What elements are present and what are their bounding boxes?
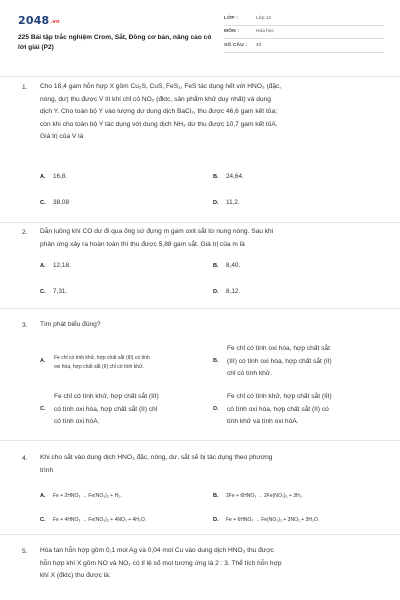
option-letter: C. [40, 200, 46, 206]
option-letter: C. [40, 406, 46, 412]
question-text [40, 545, 385, 583]
question-text [40, 319, 385, 332]
question-text [40, 81, 385, 144]
page-header [0, 0, 400, 64]
option-a[interactable] [40, 492, 122, 501]
option-text: 38,08 [53, 199, 69, 206]
question-5 [0, 534, 400, 600]
logo-suffix: .vn [50, 19, 60, 25]
question-3 [0, 308, 400, 440]
option-letter: D. [213, 289, 219, 295]
option-text: 12,18. [53, 262, 71, 269]
meta-row-count [224, 39, 384, 53]
option-letter: A. [40, 358, 46, 364]
question-line: trình [40, 466, 54, 474]
question-line: còn khi cho toàn bộ Y tác dụng với dung dịch NH₃ dư thu được 10,7 gam kết tủA. [40, 120, 278, 128]
option-line: Fe chỉ có tính oxi hóa, hợp chất sắt [227, 345, 330, 352]
meta-value: Hóa học [256, 29, 274, 35]
option-line: Fe chỉ có tính khử, hợp chất sắt (III) [54, 393, 159, 400]
option-b[interactable] [213, 172, 244, 182]
meta-key: MÔN : [224, 29, 240, 35]
option-letter: C. [40, 517, 46, 523]
option-c[interactable] [40, 391, 210, 431]
page-title: 225 Bài tập trắc nghiệm Crom, Sắt, Đồng cơ bản, nâng cao có lời giải (P2) [18, 34, 212, 51]
option-line: Fe chỉ có tính khử, hợp chất sắt (III) có tính [54, 355, 150, 361]
option-letter: D. [213, 406, 219, 412]
option-text [227, 343, 332, 381]
option-line: Fe chỉ có tính khử, hợp chất sắt (III) [227, 393, 332, 400]
option-text: Fe + 4HNO₃ → Fe(NO₃)₂ + 4NO₂ + 4H₂O. [53, 517, 147, 523]
question-number: 2. [22, 229, 28, 236]
option-text [54, 354, 150, 371]
option-letter: D. [213, 200, 219, 206]
meta-value: Lớp 12 [256, 15, 272, 21]
question-line: Cho 18,4 gam hỗn hợp X gồm Cu₂S, CuS, FeS₂, FeS tác dụng hết với HNO₃ (đặc, [40, 83, 282, 90]
question-number: 3. [22, 322, 28, 329]
meta-row-class [224, 12, 384, 26]
question-line: Dẫn luồng khí CO dư đi qua ống sứ đựng m gam oxit sắt từ nung nóng. Sau khi [40, 228, 274, 235]
option-d[interactable] [213, 391, 388, 431]
option-letter: A. [40, 174, 46, 180]
question-line: phản ứng xảy ra hoàn toàn thì thu được 5,88 gam sắt. Giá trị của m là [40, 240, 245, 248]
meta-table [224, 12, 384, 53]
option-letter: B. [213, 174, 219, 180]
meta-key: LỚP : [224, 15, 239, 21]
option-text: 11,2. [226, 199, 240, 206]
option-d[interactable] [213, 198, 240, 208]
option-text [227, 391, 332, 429]
option-line: chỉ có tính khử. [227, 370, 273, 378]
option-b[interactable] [213, 343, 388, 383]
option-line: oxi hóa, hợp chất sắt (II) chỉ có tính khử. [54, 363, 144, 370]
option-letter: A. [40, 493, 46, 499]
question-line: khí X (đktc) thu được là: [40, 572, 111, 580]
question-1 [0, 76, 400, 222]
option-c[interactable] [40, 287, 67, 297]
option-line: có tính oxi hóA. [54, 418, 100, 426]
question-text [40, 226, 385, 251]
option-text: Fe + 2HNO₃ → Fe(NO₃)₂ + H₂. [53, 493, 122, 499]
site-logo[interactable] [18, 14, 60, 27]
question-2 [0, 222, 400, 308]
option-d[interactable] [213, 287, 240, 297]
option-text: Fe + 6HNO₃ → Fe(NO₃)₃ + 3NO₂ + 3H₂O. [226, 517, 320, 523]
question-line: Khi cho sắt vào dung dịch HNO₃ đặc, nóng, dư, sắt sẽ bị tác dụng theo phương [40, 454, 273, 461]
meta-key: SỐ CÂU : [224, 42, 248, 48]
option-c[interactable] [40, 516, 146, 525]
question-line: hỗn hợp khí X gồm NO và NO₂ có tỉ lệ số mol tương ứng là 2 : 3. Thể tích hỗn hợp [40, 559, 282, 567]
option-b[interactable] [213, 261, 240, 271]
logo-number: 2048 [18, 14, 50, 27]
option-text: 16,8. [53, 173, 68, 180]
question-number: 1. [22, 84, 28, 91]
question-4 [0, 440, 400, 532]
option-text: 24,64. [226, 173, 244, 180]
option-line: có tính oxi hóa, hợp chất sắt (II) chỉ [54, 405, 158, 413]
option-line: có tính oxi hóa, hợp chất sắt (II) có [227, 405, 329, 413]
option-text: 8,40. [226, 262, 241, 269]
meta-row-subject [224, 26, 384, 40]
option-c[interactable] [40, 198, 69, 208]
question-line: Hòa tan hỗn hợp gồm 0,1 mol Ag và 0,04 mol Cu vào dung dịch HNO₃ thu được [40, 547, 274, 554]
question-number: 4. [22, 455, 28, 462]
option-line: tính khử và tính oxi hóA. [227, 418, 299, 426]
option-a[interactable] [40, 350, 210, 380]
option-letter: B. [213, 493, 219, 499]
question-line: Giá trị của V là [40, 133, 84, 141]
meta-value: 40 [256, 42, 262, 48]
option-letter: B. [213, 358, 219, 364]
question-line: nóng, dư) thu được V lít khí chỉ có NO₂ (đktc, sản phẩm khử duy nhất) và dung [40, 95, 271, 103]
option-text: 2Fe + 6HNO₃ → 2Fe(NO₃)₃ + 3H₂. [226, 493, 303, 499]
question-text [40, 452, 385, 477]
option-letter: C. [40, 289, 46, 295]
option-b[interactable] [213, 492, 303, 501]
option-letter: B. [213, 263, 219, 269]
option-a[interactable] [40, 261, 71, 271]
option-line: (III) có tính oxi hóa, hợp chất sắt (II) [227, 357, 332, 365]
question-line: Tìm phát biểu đúng? [40, 321, 101, 328]
question-line: dịch Y. Cho toàn bộ Y vào lượng dư dung dịch BaCl₂, thu được 46,6 gam kết tủa; [40, 108, 277, 116]
question-number: 5. [22, 548, 28, 555]
option-letter: A. [40, 263, 46, 269]
option-d[interactable] [213, 516, 319, 525]
option-letter: D. [213, 517, 219, 523]
option-a[interactable] [40, 172, 67, 182]
option-text [54, 391, 159, 429]
option-text: 7,31. [53, 288, 68, 295]
option-text: 8,12. [226, 288, 241, 295]
